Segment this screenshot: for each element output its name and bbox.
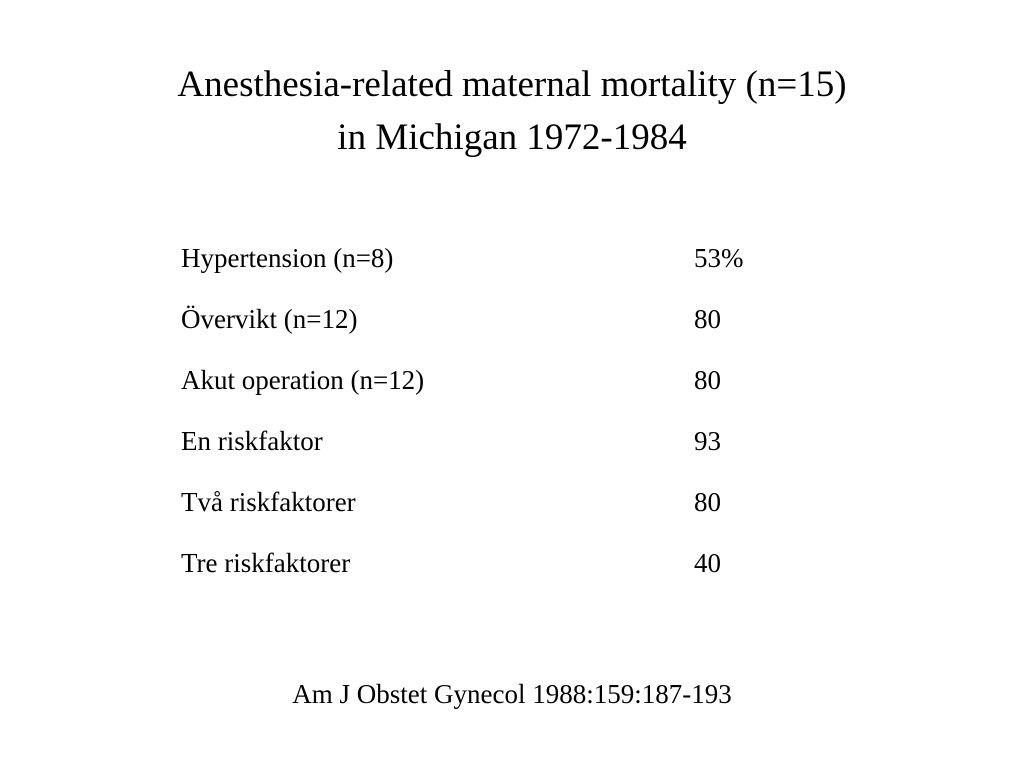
row-label: Akut operation (n=12) <box>181 365 425 395</box>
slide-title <box>0 58 1024 164</box>
row-value: 93 <box>694 426 721 456</box>
row-label: Tre riskfaktorer <box>181 548 351 578</box>
citation: Am J Obstet Gynecol 1988:159:187-193 <box>292 679 732 709</box>
title-line-1: Anesthesia-related maternal mortality (n=15) <box>177 64 847 105</box>
row-value: 80 <box>694 304 721 334</box>
row-value: 40 <box>694 548 721 578</box>
row-label: Övervikt (n=12) <box>181 304 358 334</box>
row-label: En riskfaktor <box>181 426 323 456</box>
risk-factor-table <box>181 236 781 602</box>
table-row-overweight <box>181 297 781 358</box>
row-value: 53% <box>694 243 744 273</box>
row-value: 80 <box>694 365 721 395</box>
table-row-hypertension <box>181 236 781 297</box>
row-value: 80 <box>694 487 721 517</box>
table-row-two-risk-factors <box>181 480 781 541</box>
row-label: Hypertension (n=8) <box>181 243 394 273</box>
title-line-2: in Michigan 1972-1984 <box>337 117 687 158</box>
table-row-emergency-operation <box>181 358 781 419</box>
table-row-one-risk-factor <box>181 419 781 480</box>
row-label: Två riskfaktorer <box>181 487 356 517</box>
table-row-three-risk-factors <box>181 541 781 602</box>
